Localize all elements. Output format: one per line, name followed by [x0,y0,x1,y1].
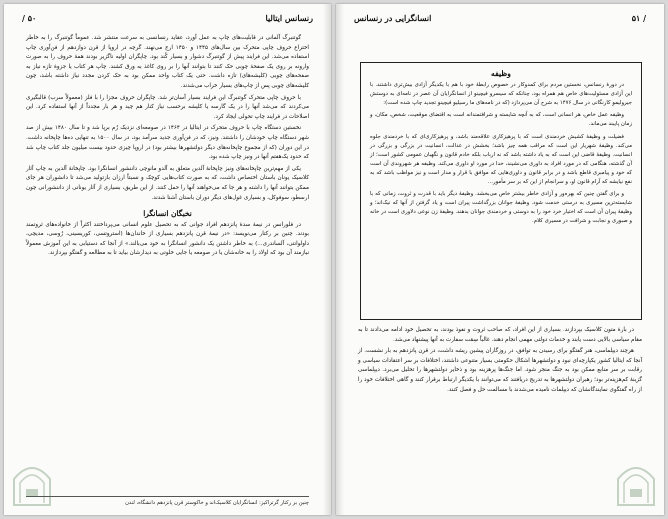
page-number: / ۵۱ [631,13,646,23]
paragraph: در بارهٔ متون کلاسیک بپردازند. بسیاری از این افراد، که صاحب ثروت و نفوذ بودند، به تحصیل خود ادامه می‌دادند تا به مقام سیاسی بالایی دست یابند و خدمات دولتی مهمی انجام دهند. غالباً سِمَت سفارت به آنها پیشنهاد می‌شد. [358,327,642,343]
page-body [358,326,642,397]
paragraph: نخستین دستگاه چاپ با حروف متحرک در ایتالیا در ۱۴۶۴ در صومعه‌ای نزدیک رُم برپا شد و تا سال ۱۴۸۰ بیش از صد شهر دستگاه چاپ خودشان را داشتند. ونیز، که در فن‌آوری جدید سرآمد بود، در سال ۱۵۰۰ به تنهایی ده‌ها چاپخانه داشت. در این دوران (که از مجموع چاپخانه‌های دیگر دولتشهرها بیشتر بود) در اروپا چیزی حدود بیست میلیون جلد کتاب چاپ شد که حدود یک‌هفتم آنها در ونیز چاپ شده بود. [26,125,309,161]
library-stamp-icon [614,459,658,509]
library-stamp-icon [10,459,54,509]
paragraph: و برای گفتن چنین که بهره‌ور و آزادی خاطر بیشتر خاص می‌بخشد. وظیفهٔ دیگر باید با قدرت و ثروت، زمانی که با شایسته‌ترین مسیری به درستی خدمت شود. وظیفهٔ جوانان بزرگداشت پیران است و یاد گرفتن از آنها که نیک‌اند؛ و وظیفهٔ پیران آن است که اختیار خرد خود را به دوستی و خردمندی جوانان بدهند. وظیفهٔ زن نوعی دلاوری است در خانه و صبوری و نجابت و شرافت در مسیری کلام. [370,191,632,225]
left-page [4,4,331,515]
footnote: چنین بر رکتار گرتراکیز: انسانگرایان کلاسیک‌اند و خاکوستر قرن پانزدهم دانشگاه، لندن [26,496,309,507]
paragraph: گوتنبرگ آلمانی در قابلیت‌های چاپ به عمل آورد، عقاید رنسانسی به سرعت منتشر شد. عموماً گوتنبرگ را به خاطر اختراع حروف چاپی متحرک بین سال‌های ۱۴۴۵ و ۱۴۵۰ ارج می‌نهند. گرچه در اروپا از قرن دوازدهم از فن‌آوری چاپ استفاده می‌شد. این فرایند پیش از گوتنبرگ دشوار و بسیار کُند بود. چاپگران اولیه ناگزیر بودند همهٔ حروف را به صورت وارونه بر روی یک صفحهٔ چوبی حک کنند تا بتوانند آنها را بر روی کاغذ به ورق کشند. چاپ هر کتاب یا جزوهٔ تازه نیاز به صفحه‌های چوبی (کلیشه‌های) تازه داشت. حتی یک کتاب واحد ممکن بود به حک کردن مجدد نیاز داشته باشد، چون کلیشه‌های چوبی پس از چاپ‌های بسیار خراب می‌شدند. [26,35,309,89]
right-page [336,4,664,515]
paragraph: وظیفه عمل خاص، هر انسانی است، که به آنچه شایسته و شرافتمندانه است به اقتضای موقعیت، شخص، مکان، و زمان پایبند می‌ماند. [370,112,632,128]
paragraph: در فلورانس در نیمهٔ سدهٔ پانزدهم افراد جوانی که به تحصیل علوم انسانی می‌پرداختند اکثراً از خانواده‌های ثروتمند بودند. چنین بر رکتار می‌نویسد: «در نیمهٔ قرن پانزدهم بسیاری از خاندان‌ها (استروتسی، کوریسینی، رُوسی، مدیچی، داولوانتی، آلساندری...) به خاطر داشتن یک دانشور انسانگرا به خود می‌بالند.» از آنجا که دستیابی به این آموزش معمولاً نیازمند آن بود که اولاد را به خانه‌شان یا در صومعه یا جایی خلوتی به دیدارشان بیاید تا به مطالعه و گفتگو بپردازند. [26,221,309,257]
running-title: رنسانس ایتالیا [265,13,313,23]
page-number: ۵۰ / [22,13,37,23]
page-body [26,34,309,261]
running-title: انسانگرایی در رنسانس [354,13,432,23]
section-heading: نخبگان انسانگرا [143,209,192,219]
page-header [354,13,646,27]
page-gutter-shadow [336,4,344,515]
page-gutter-shadow [323,4,331,515]
paragraph: هرچند دیپلماسی، هنر گفتگو برای رسیدن به توافق، در روزگاران پیشین ریشه داشت، در قرن پانزدهم به بار نشست. از آنجا که ایتالیا کشور یکپارچه‌ای نبود و دولتشهرها اشکال حکومتی بسیار متنوعی داشتند، اختلافات بر سر اعتقادات سیاسی و رقابت بر سر منابع ممکن بود به جنگ منجر شود. اما جنگ‌ها پرهزینه بود و ذخایر دولتشهرها را تحلیل می‌برد. دیپلماسی گزینهٔ کم‌هزینه‌تر بود؛ رهبران دولتشهرها به تدریج دریافتند که می‌توانند با یکدیگر ارتباط برقرار کنند و گاهی اختلافات خود را از راه گفتگوی نمایندگانشان که دیپلمات نامیده می‌شدند با مسالمت حل و فصل کنند. [358,348,642,393]
sidebar-box [360,62,642,320]
paragraph: در دورهٔ رنسانس، نخستین مردم برای کمدوکار در خصوص رابطهٔ خود با هم با یکدیگر آزادی بیش‌تری داشتند. با این آزادی مسئولیت‌های خاص هم همراه بود، چنانکه که سیسرو فیچینو از انسانگرایان آن عصر در نامه‌ای به دوستش جیرولیمو کارنگانی در سال ۱۴۷۶ به شرح آن می‌پردازد (که در نامه‌های ما رسیلیو فیچینو تجدید چاپ شده است): [370,82,632,107]
paragraph: یکی از مهم‌ترین چاپخانه‌های ونیز چاپخانهٔ آلدین متعلق به آلدو مانوچی داننشور انسانگرا بود. چاپخانهٔ آلدین به چاپ آثار کلاسیک یونان باستان اختصاص داشت، که به صورت کتاب‌هایی کوچک و نسبتاً ارزان بازتولید می‌شد تا دانشوران هر جای ممکن بتوانند آنها را داشته و هر جا که می‌خواهند آنها را حمل کنند. از این طریق، بسیاری از آثار یونانی از داننشورانی چون ارسطو، سوفوکل، و بسیاری غول‌های دیگر دوران باستان آشنا شدند. [26,165,309,201]
page-header [22,13,313,27]
paragraph: فضیلت و وظیفهٔ کشیش خردمندی است که با پرهیزکاری علاقه‌مند باشد، و پرهیزکاری‌ای که با خردمندی جلوه می‌کند. وظیفهٔ شهریار این است که مراقب همه چیز باشد؛ بخشش در عدالت، انسانیت در بزرگی و بزرگی در انسانیت. وظیفهٔ قاضی این است که به یاد داشته باشد که نه ارباب بلکه خادم قانون و نگهبان عمومی کشور است؛ از آن گذشته، هنگامی که در مورد افراد به داوری می‌نشیند، خدا در مورد او داوری می‌کند. وظیفه هر شهروندی آن است که خود و پیامبری قاطع باشد و در برابر قانون و داوری‌هایی که موافق با قرار و مدار است و نیز مواظب باشد که به نفع نیایشه که آرام قانون او، و سرانجام از این که بر سر مأمور... [370,133,632,186]
sidebar-box-title: وظیفه [491,69,511,78]
paragraph: با حروف چاپی متحرک گوتنبرگ این فرایند بسیار آسان‌تر شد. چاپگران حروف مجزا را با فلز (معمولاً سرب) قالبگیری می‌کردند که می‌شد آنها را در یک گارسه یا کلیشه برحسب نیاز کنار هم چید و هر بار مجدداً از آنها استفاده کرد. این اصلاحات در فرایند چاپ تحولی ایجاد کرد. [26,94,309,120]
